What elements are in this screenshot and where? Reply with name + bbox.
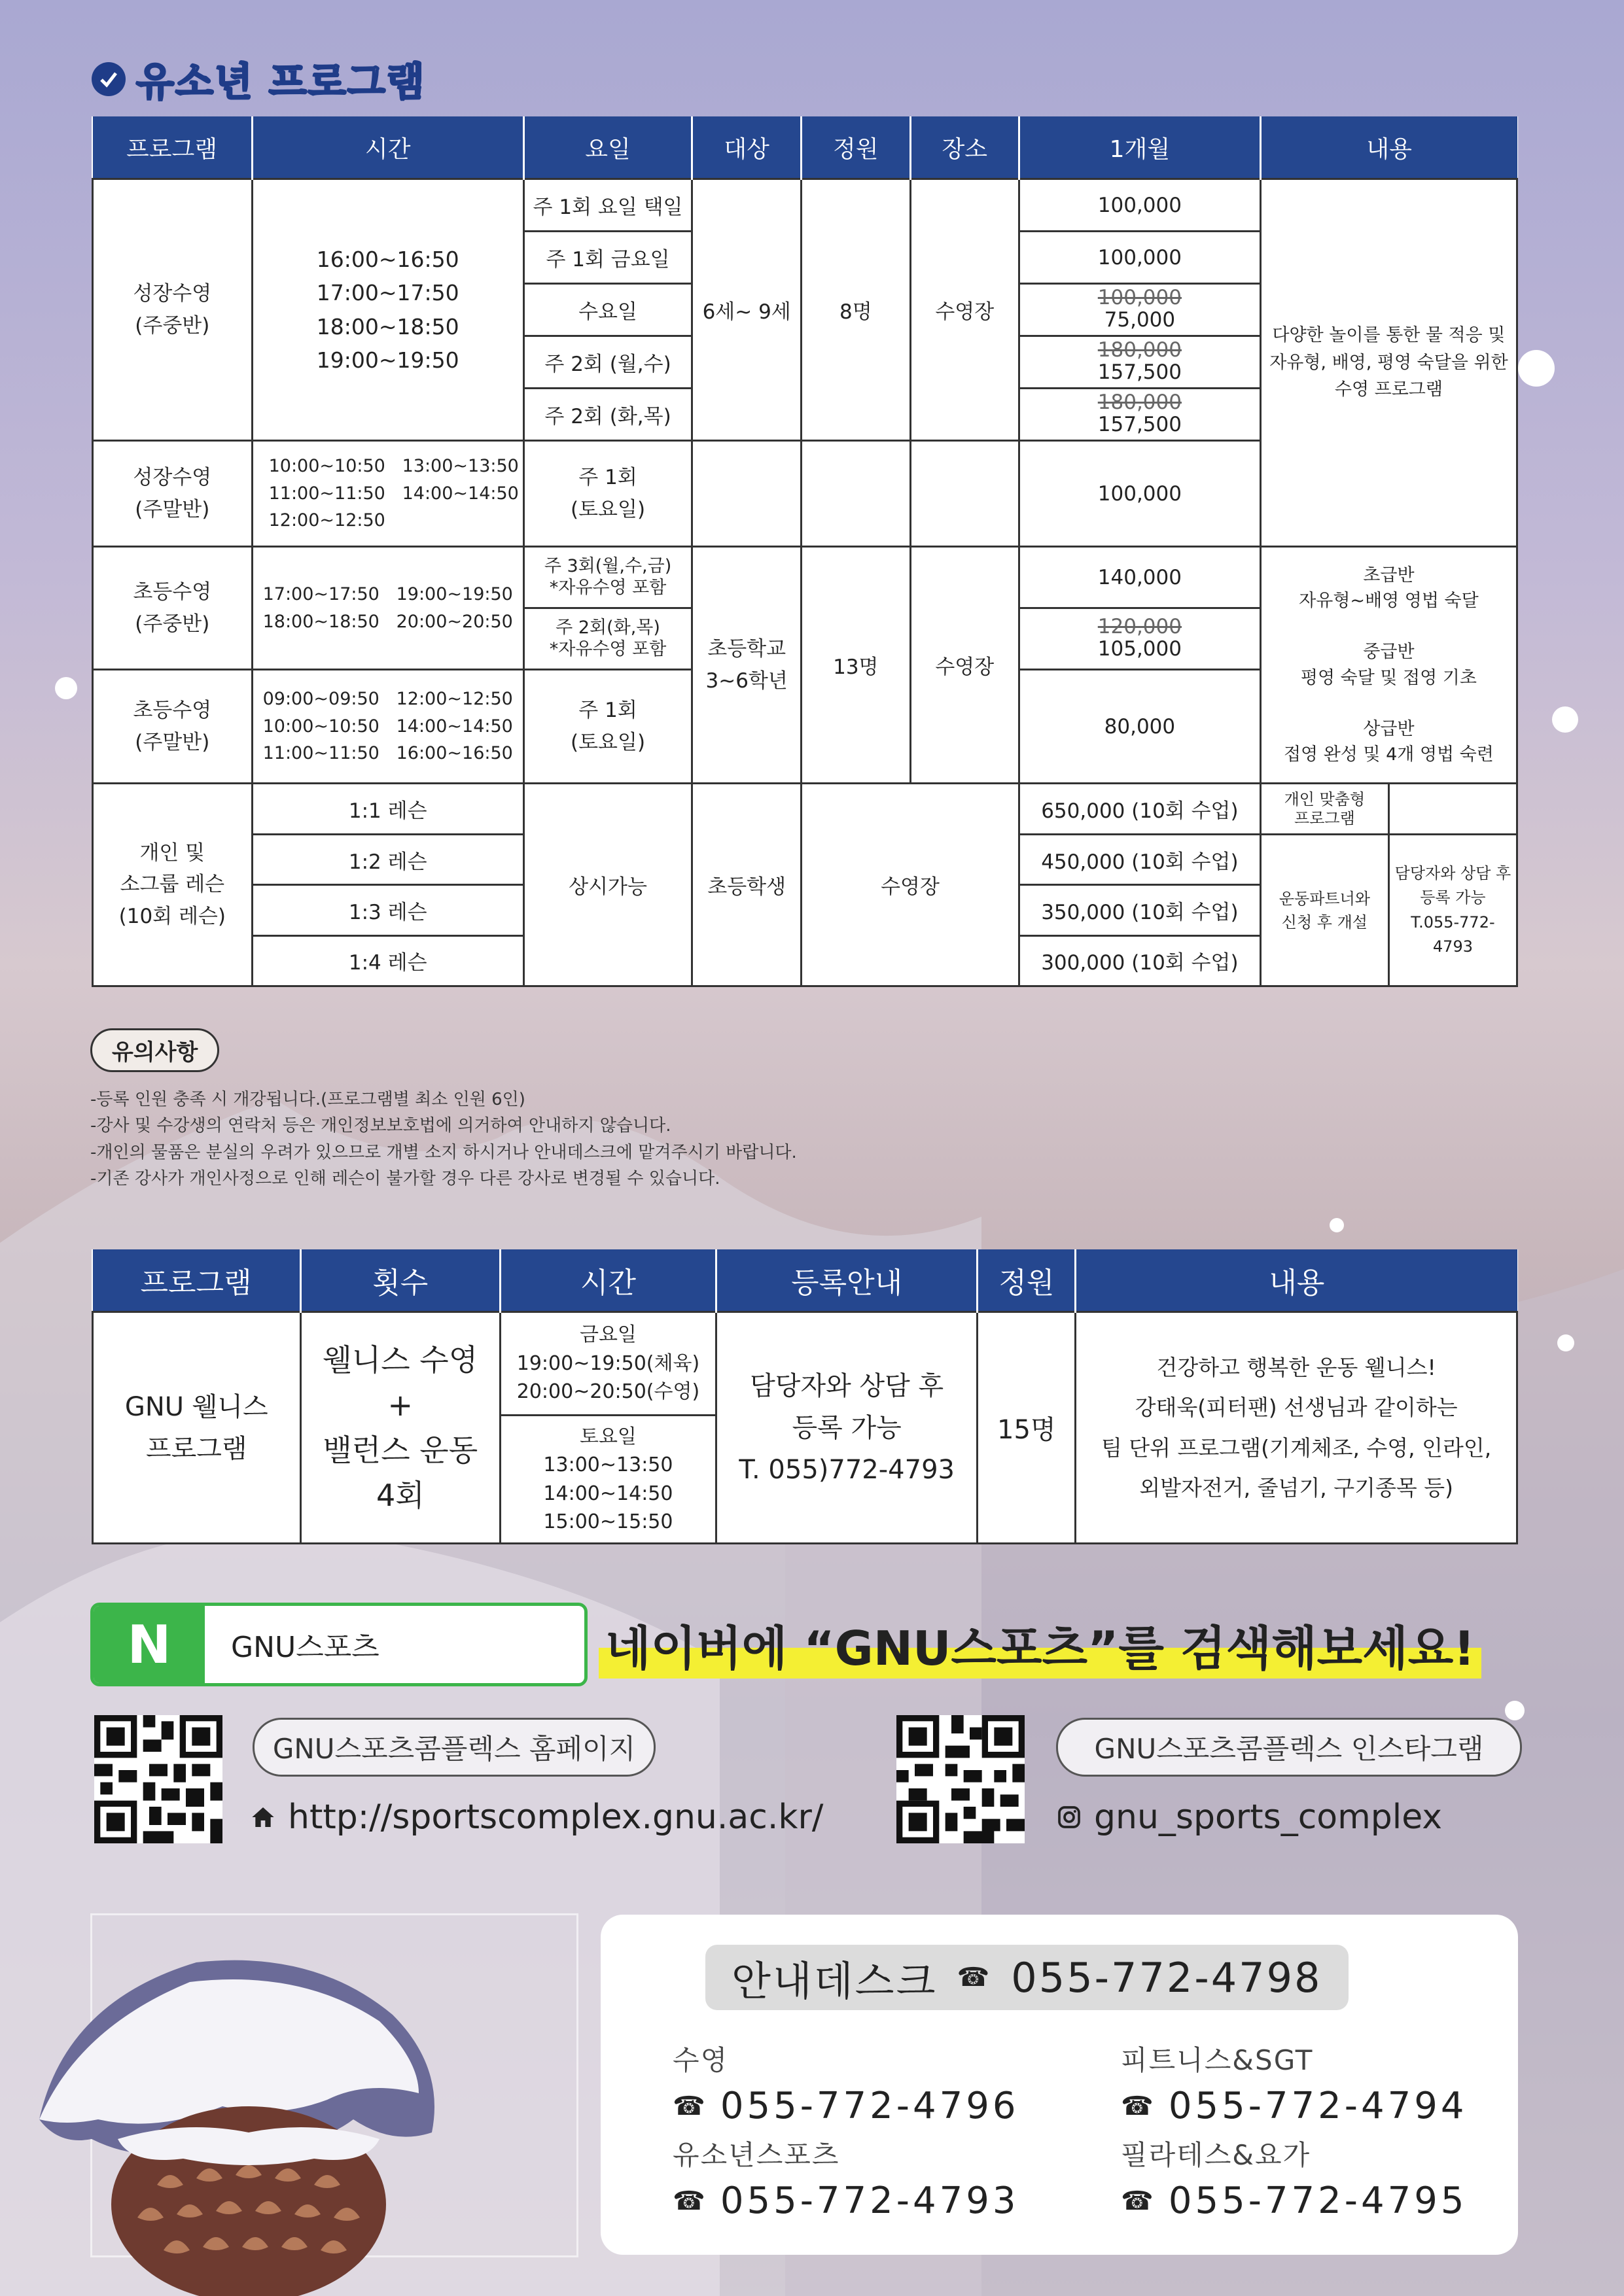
desk-label: 안내데스크 [732, 1957, 938, 2005]
table-header-row [93, 1249, 1517, 1312]
time-cell: 09:00~09:50 12:00~12:50 10:00~10:50 14:00~14:50 11:00~11:50 16:00~16:50 [252, 670, 523, 784]
table-row [93, 1312, 1517, 1416]
phone-icon: ☎ [1121, 2185, 1157, 2216]
instagram-qr-code-icon[interactable] [896, 1715, 1025, 1843]
price-cell: 80,000 [1019, 670, 1260, 784]
col-header: 시간 [252, 116, 523, 179]
day-cell: 주 1회 요일 택일 [523, 179, 692, 232]
program-cell: GNU 웰니스 프로그램 [93, 1312, 301, 1544]
contact-number-row[interactable] [1121, 2085, 1468, 2127]
price-cell: 140,000 [1019, 547, 1260, 608]
table-row [93, 179, 1517, 232]
price-cell: 300,000 (10회 수업) [1019, 935, 1260, 986]
col-header: 정원 [802, 116, 910, 179]
empty-cell [692, 441, 802, 547]
snowflake [1552, 706, 1578, 733]
day-cell: 수요일 [523, 284, 692, 336]
instagram-handle: gnu_sports_complex [1094, 1798, 1443, 1837]
content-split-cell [1260, 784, 1517, 835]
instagram-icon [1056, 1804, 1082, 1830]
check-circle-icon [92, 62, 126, 96]
contact-youth [673, 2134, 1019, 2222]
col-header: 프로그램 [93, 116, 253, 179]
place-cell: 수영장 [910, 179, 1019, 441]
day-cell: 주 1회 (토요일) [523, 441, 692, 547]
empty-cell [1390, 784, 1516, 833]
day-cell: 주 1회 금요일 [523, 232, 692, 284]
contact-number: 055-772-4795 [1168, 2180, 1468, 2222]
capacity-cell: 13명 [802, 547, 910, 784]
naver-logo-icon: N [94, 1606, 205, 1683]
snowflake [1557, 1334, 1574, 1351]
lesson-type-cell: 1:2 레슨 [252, 835, 523, 885]
price-cell: 350,000 (10회 수업) [1019, 885, 1260, 935]
target-cell: 초등학생 [692, 784, 802, 986]
notice-list [90, 1087, 797, 1192]
pinecone-illustration [26, 1923, 484, 2296]
target-cell: 초등학교 3~6학년 [692, 547, 802, 784]
price-cell: 100,000 [1019, 232, 1260, 284]
instagram-link[interactable] [1056, 1798, 1442, 1837]
day-cell: 주 3회(월,수,금) *자유수영 포함 [523, 547, 692, 608]
day-cell: 주 2회 (화,목) [523, 389, 692, 441]
home-icon [250, 1804, 276, 1830]
time-fri-cell: 금요일 19:00~19:50(체육) 20:00~20:50(수영) [501, 1312, 716, 1416]
old-price: 180,000 [1097, 338, 1182, 362]
content-cell: 초급반 자유형~배영 영법 숙달 중급반 평영 숙달 및 접영 기초 상급반 접영 완성 및 4개 영법 숙련 [1260, 547, 1517, 784]
target-cell: 6세~ 9세 [692, 179, 802, 441]
time-sat-cell: 토요일 13:00~13:50 14:00~14:50 15:00~15:50 [501, 1416, 716, 1544]
day-cell: 주 2회(화,목) *자유수영 포함 [523, 608, 692, 670]
count-cell: 웰니스 수영 + 밸런스 운동 4회 [300, 1312, 500, 1544]
program-cell: 성장수영 (주중반) [93, 179, 253, 441]
place-cell: 수영장 [910, 547, 1019, 784]
col-header: 1개월 [1019, 116, 1260, 179]
contact-swim [673, 2039, 1019, 2127]
col-header: 요일 [523, 116, 692, 179]
discount-price: 157,500 [1097, 360, 1182, 384]
program-cell: 성장수영 (주말반) [93, 441, 253, 547]
col-header: 대상 [692, 116, 802, 179]
phone-icon: ☎ [957, 1962, 992, 1992]
time-cell: 17:00~17:50 19:00~19:50 18:00~18:50 20:00~20:50 [252, 547, 523, 670]
search-query: GNU스포츠 [231, 1631, 380, 1664]
content-custom: 개인 맞춤형 프로그램 [1262, 784, 1390, 833]
time-cell: 10:00~10:50 13:00~13:50 11:00~11:50 14:00~14:50 12:00~12:50 [252, 441, 523, 547]
old-price: 100,000 [1097, 286, 1182, 309]
col-header: 장소 [910, 116, 1019, 179]
content-cell: 다양한 놀이를 통한 물 적응 및 자유형, 배영, 평영 숙달을 위한 수영 프로그램 [1260, 179, 1517, 547]
time-cell: 16:00~16:50 17:00~17:50 18:00~18:50 19:00~19:50 [252, 179, 523, 441]
notice-line: -개인의 물품은 분실의 우려가 있으므로 개별 소지 하시거나 안내데스크에 맡겨주시기 바랍니다. [90, 1142, 797, 1162]
col-header: 내용 [1260, 116, 1517, 179]
register-cell: 담당자와 상담 후 등록 가능 T. 055)772-4793 [716, 1312, 978, 1544]
homepage-url: http://sportscomplex.gnu.ac.kr/ [288, 1798, 824, 1837]
contact-number-row[interactable] [673, 2085, 1019, 2127]
contact-label: 필라테스&요가 [1121, 2139, 1311, 2171]
desk-number: 055-772-4798 [1011, 1953, 1322, 2002]
capacity-cell: 8명 [802, 179, 910, 441]
search-message: 네이버에 “GNU스포츠”를 검색해보세요! [599, 1610, 1481, 1679]
contact-number: 055-772-4794 [1168, 2085, 1468, 2127]
price-cell: 100,000 [1019, 179, 1260, 232]
discount-price: 105,000 [1097, 637, 1182, 661]
col-header: 등록안내 [716, 1249, 978, 1312]
content-partner: 운동파트너와 신청 후 개설 [1262, 835, 1390, 985]
content-split-cell [1260, 835, 1517, 986]
contact-number: 055-772-4793 [720, 2180, 1019, 2222]
lesson-type-cell: 1:4 레슨 [252, 935, 523, 986]
col-header: 시간 [501, 1249, 716, 1312]
empty-cell [802, 441, 910, 547]
program-cell: 초등수영 (주말반) [93, 670, 253, 784]
old-price: 180,000 [1097, 391, 1182, 414]
contact-card [601, 1915, 1518, 2255]
phone-icon: ☎ [673, 2185, 709, 2216]
snowflake [1330, 1218, 1344, 1232]
lesson-type-cell: 1:1 레슨 [252, 784, 523, 835]
contact-label: 수영 [673, 2044, 729, 2076]
wellness-program-table [92, 1249, 1518, 1544]
snowflake [55, 677, 77, 699]
instagram-label-pill[interactable]: GNU스포츠콤플렉스 인스타그램 [1056, 1718, 1522, 1777]
discount-price: 75,000 [1104, 308, 1176, 332]
table-header-row [93, 116, 1517, 179]
table-row [93, 547, 1517, 608]
content-contact: 담당자와 상담 후 등록 가능 T.055-772- 4793 [1394, 864, 1511, 956]
day-cell: 주 2회 (월,수) [523, 336, 692, 389]
place-cell: 수영장 [802, 784, 1019, 986]
contact-label: 피트니스&SGT [1121, 2044, 1314, 2076]
notice-badge: 유의사항 [90, 1028, 219, 1072]
info-desk-banner [705, 1945, 1349, 2010]
price-cell: 100,000 [1019, 441, 1260, 547]
page-title: 유소년 프로그램 [136, 60, 426, 105]
col-header: 정원 [978, 1249, 1076, 1312]
homepage-qr-code-icon[interactable] [94, 1715, 222, 1843]
naver-search-box[interactable] [90, 1603, 588, 1686]
old-price: 120,000 [1097, 615, 1182, 638]
snowflake [1518, 350, 1555, 387]
day-cell: 상시가능 [523, 784, 692, 986]
col-header: 프로그램 [93, 1249, 301, 1312]
contact-label: 유소년스포츠 [673, 2139, 840, 2171]
contact-number-row[interactable] [673, 2180, 1019, 2222]
day-cell: 주 1회 (토요일) [523, 670, 692, 784]
notice-line: -기존 강사가 개인사정으로 인해 레슨이 불가할 경우 다른 강사로 변경될 수 있습니다. [90, 1168, 720, 1189]
phone-icon: ☎ [673, 2091, 709, 2121]
price-cell [1019, 608, 1260, 670]
notice-line: -등록 인원 충족 시 개강됩니다.(프로그램별 최소 인원 6인) [90, 1090, 525, 1109]
contact-number-row[interactable] [1121, 2180, 1468, 2222]
price-cell [1019, 389, 1260, 441]
table-row [93, 784, 1517, 835]
price-cell: 650,000 (10회 수업) [1019, 784, 1260, 835]
content-cell: 건강하고 행복한 운동 웰니스! 강태욱(피터팬) 선생님과 같이하는 팀 단위 프로그램(기계체조, 수영, 인라인, 외발자전거, 줄넘기, 구기종목 등) [1076, 1312, 1517, 1544]
notice-section [90, 1028, 797, 1192]
price-cell [1019, 284, 1260, 336]
program-cell: 초등수영 (주중반) [93, 547, 253, 670]
contact-number: 055-772-4796 [720, 2085, 1019, 2127]
capacity-cell: 15명 [978, 1312, 1076, 1544]
price-cell [1019, 336, 1260, 389]
col-header: 횟수 [300, 1249, 500, 1312]
contact-fitness [1121, 2039, 1468, 2127]
homepage-label-pill[interactable]: GNU스포츠콤플렉스 홈페이지 [253, 1718, 656, 1777]
program-cell: 개인 및 소그룹 레슨 (10회 레슨) [93, 784, 253, 986]
contact-pilates [1121, 2134, 1468, 2222]
section-title [92, 51, 426, 107]
price-cell: 450,000 (10회 수업) [1019, 835, 1260, 885]
snowflake [1505, 1701, 1525, 1720]
lesson-type-cell: 1:3 레슨 [252, 885, 523, 935]
notice-line: -강사 및 수강생의 연락처 등은 개인정보보호법에 의거하여 안내하지 않습니다. [90, 1116, 671, 1136]
phone-icon: ☎ [1121, 2091, 1157, 2121]
empty-cell [910, 441, 1019, 547]
col-header: 내용 [1076, 1249, 1517, 1312]
youth-program-table [92, 116, 1518, 987]
discount-price: 157,500 [1097, 413, 1182, 436]
homepage-link[interactable] [250, 1798, 823, 1837]
